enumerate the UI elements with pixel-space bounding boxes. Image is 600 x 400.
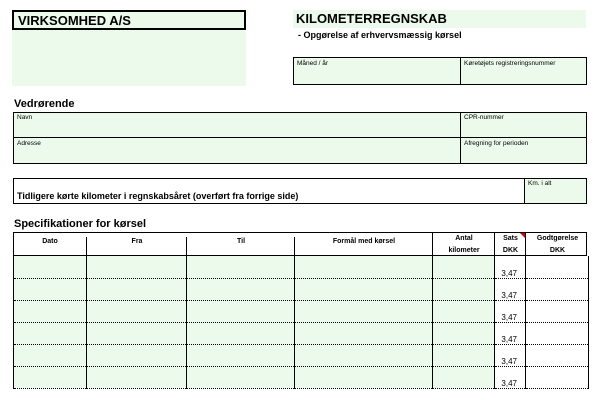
cpr-label: CPR-nummer [464, 114, 504, 121]
pay-cell[interactable] [526, 366, 589, 388]
date-cell[interactable] [14, 344, 87, 366]
col-date-header: Dato [42, 238, 58, 245]
table-row [14, 366, 589, 388]
from-cell[interactable] [87, 344, 187, 366]
rate-cell[interactable]: 3,47 [495, 322, 526, 344]
col-km-header-line2: kilometer [448, 247, 480, 254]
purpose-cell[interactable] [295, 344, 433, 366]
table-row [14, 278, 589, 300]
col-pay-header-line1: Godtgørelse [536, 235, 579, 242]
date-cell[interactable] [14, 300, 87, 322]
name-label: Navn [17, 114, 33, 121]
km-cell[interactable] [433, 322, 495, 344]
address-field[interactable] [13, 137, 461, 164]
col-km-header [432, 233, 495, 257]
to-cell[interactable] [187, 300, 295, 322]
page-subtitle: - Opgørelse af erhvervsmæssig kørsel [298, 30, 462, 40]
cpr-field[interactable] [460, 112, 587, 138]
spec-heading: Specifikationer for kørsel [14, 218, 147, 230]
col-to-header: Til [186, 237, 295, 260]
purpose-cell[interactable] [295, 278, 433, 300]
spec-header-row [13, 232, 587, 256]
concerning-heading: Vedrørende [14, 98, 75, 110]
km-cell[interactable] [433, 256, 495, 278]
km-cell[interactable] [433, 278, 495, 300]
period-label: Afregning for perioden [464, 140, 529, 147]
col-from-header: Fra [86, 237, 187, 260]
date-cell[interactable] [14, 256, 87, 278]
col-km-header-line1: Antal [455, 235, 473, 242]
vehicle-reg-label: Køretøjets registreringsnummer [464, 60, 556, 67]
from-cell[interactable] [87, 322, 187, 344]
purpose-cell[interactable] [295, 366, 433, 388]
table-row [14, 256, 589, 278]
col-pay-header [525, 233, 589, 257]
km-cell[interactable] [433, 366, 495, 388]
purpose-cell[interactable] [295, 256, 433, 278]
from-cell[interactable] [87, 278, 187, 300]
col-pay-header-line2: DKK [549, 247, 566, 254]
col-rate-header-line1: Sats [503, 235, 518, 242]
pay-cell[interactable] [526, 300, 589, 322]
table-row [14, 322, 589, 344]
km-cell[interactable] [433, 344, 495, 366]
to-cell[interactable] [187, 278, 295, 300]
rate-cell[interactable]: 3,47 [495, 366, 526, 388]
address-label: Adresse [17, 140, 41, 147]
col-purpose-header: Formål med kørsel [294, 237, 433, 260]
date-cell[interactable] [14, 366, 87, 388]
rate-cell[interactable]: 3,47 [495, 278, 526, 300]
date-cell[interactable] [14, 322, 87, 344]
company-name-cell[interactable]: VIRKSOMHED A/S [12, 10, 246, 30]
pay-cell[interactable] [526, 256, 589, 278]
to-cell[interactable] [187, 322, 295, 344]
rate-cell[interactable]: 3,47 [495, 344, 526, 366]
period-field[interactable] [460, 137, 587, 164]
previous-km-total-field[interactable] [524, 178, 587, 204]
purpose-cell[interactable] [295, 322, 433, 344]
previous-km-label: Tidligere kørte kilometer i regnskabsåret (overført fra forrige side) [17, 191, 299, 201]
rate-cell[interactable]: 3,47 [495, 256, 526, 278]
pay-cell[interactable] [526, 322, 589, 344]
col-rate-header-line2: DKK [502, 247, 519, 254]
table-row [14, 300, 589, 322]
name-field[interactable] [13, 112, 461, 138]
spec-table [13, 256, 589, 389]
previous-km-total-label: Km. i alt [528, 180, 552, 187]
date-cell[interactable] [14, 278, 87, 300]
pay-cell[interactable] [526, 344, 589, 366]
table-row [14, 344, 589, 366]
previous-km-row [13, 178, 525, 204]
vehicle-reg-field[interactable] [460, 57, 587, 85]
month-year-field[interactable] [293, 57, 461, 85]
to-cell[interactable] [187, 256, 295, 278]
to-cell[interactable] [187, 366, 295, 388]
from-cell[interactable] [87, 366, 187, 388]
company-block [12, 10, 246, 86]
from-cell[interactable] [87, 256, 187, 278]
to-cell[interactable] [187, 344, 295, 366]
km-cell[interactable] [433, 300, 495, 322]
purpose-cell[interactable] [295, 300, 433, 322]
from-cell[interactable] [87, 300, 187, 322]
month-year-label: Måned / år [297, 60, 329, 67]
page-title: KILOMETERREGNSKAB [296, 11, 447, 26]
pay-cell[interactable] [526, 278, 589, 300]
rate-cell[interactable]: 3,47 [495, 300, 526, 322]
